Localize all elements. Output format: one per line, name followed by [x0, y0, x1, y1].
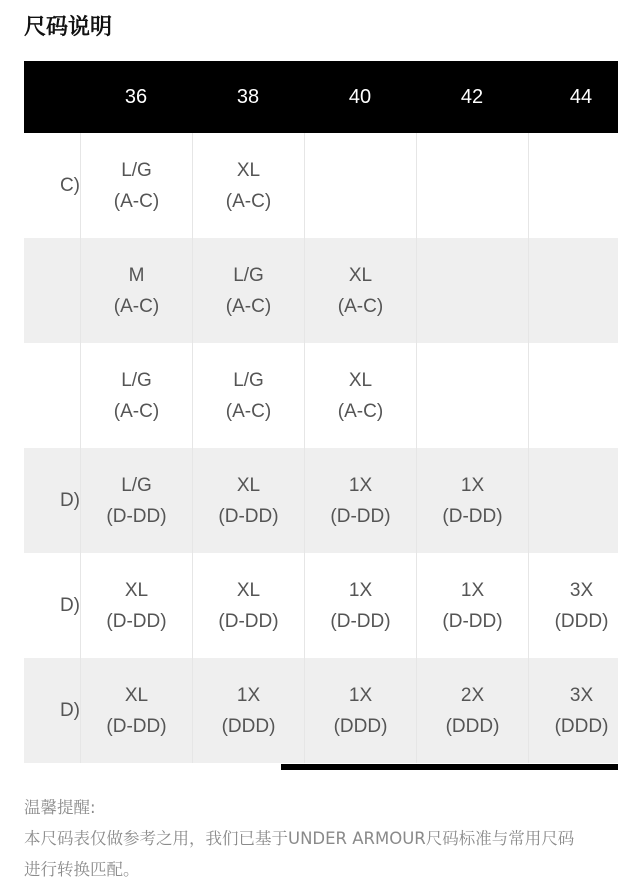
table-row [24, 658, 618, 763]
table-cell [24, 553, 80, 658]
table-row [24, 448, 618, 553]
cell-cup: (A-C) [225, 295, 272, 317]
cell-size: L/G [121, 159, 152, 181]
cell-cup: (D-DD) [442, 610, 503, 632]
cell-size: 1X [348, 579, 373, 601]
cell-cup: (A-C) [113, 190, 160, 212]
table-cell [192, 553, 304, 658]
cell-size: 1X [348, 684, 373, 706]
cell-size: M [128, 264, 145, 286]
table-cell [416, 238, 528, 343]
table-cell [192, 448, 304, 553]
table-cell [192, 238, 304, 343]
table-cell [528, 658, 618, 763]
cell-size: XL [348, 264, 373, 286]
cell-cup: (A-C) [113, 400, 160, 422]
cell-cup: (A-C) [337, 295, 384, 317]
table-row [24, 343, 618, 448]
cell-size: 3X [569, 684, 594, 706]
table-cell [528, 133, 618, 238]
header-cell: 36 [124, 85, 148, 108]
cell-size: 1X [460, 474, 485, 496]
table-cell [24, 343, 80, 448]
cell-size: XL [236, 579, 261, 601]
header-cell: 44 [569, 85, 593, 108]
table-cell [24, 658, 80, 763]
cell-cup: (A-C) [337, 400, 384, 422]
header-cell [24, 61, 80, 133]
cell-cup: (D-DD) [106, 505, 167, 527]
cell-cup: (D-DD) [330, 610, 391, 632]
cell-cup: C) [59, 175, 80, 196]
table-cell [528, 238, 618, 343]
page-title: 尺码说明 [24, 15, 113, 40]
cell-cup: (DDD) [445, 715, 500, 737]
cell-cup: (DDD) [554, 610, 609, 632]
cell-cup: (D-DD) [106, 610, 167, 632]
cell-cup: (A-C) [225, 400, 272, 422]
table-cell [304, 133, 416, 238]
cell-size: XL [124, 579, 149, 601]
table-cell [192, 658, 304, 763]
table-cell [304, 343, 416, 448]
table-cell [304, 238, 416, 343]
reminder-heading: 温馨提醒: [24, 798, 96, 817]
cell-size: XL [348, 369, 373, 391]
table-cell [24, 448, 80, 553]
cell-size: XL [124, 684, 149, 706]
table-cell [416, 133, 528, 238]
table-cell [80, 448, 192, 553]
cell-cup: (A-C) [225, 190, 272, 212]
cell-size: 1X [236, 684, 261, 706]
table-cell [80, 238, 192, 343]
size-table[interactable] [24, 61, 618, 768]
table-header-row [24, 61, 618, 133]
cell-cup: (D-DD) [218, 505, 279, 527]
table-cell [24, 133, 80, 238]
header-cell: 38 [236, 85, 260, 108]
cell-cup: (D-DD) [442, 505, 503, 527]
cell-cup: (DDD) [333, 715, 388, 737]
header-cell: 40 [348, 85, 372, 108]
cell-cup: (A-C) [113, 295, 160, 317]
cell-size: L/G [233, 264, 264, 286]
reminder-line-1: 本尺码表仅做参考之用，我们已基于UNDER ARMOUR尺码标准与常用尺码 [24, 829, 575, 848]
cell-cup: D) [59, 490, 80, 511]
cell-size: XL [236, 474, 261, 496]
reminder-line-2: 进行转换匹配。 [24, 860, 140, 879]
cell-size: 1X [460, 579, 485, 601]
table-cell [304, 553, 416, 658]
size-table-content [24, 61, 618, 763]
table-cell [192, 343, 304, 448]
cell-size: 1X [348, 474, 373, 496]
table-cell [80, 133, 192, 238]
cell-cup: D) [59, 700, 80, 721]
table-cell [416, 658, 528, 763]
cell-size: 2X [460, 684, 485, 706]
cell-size: 3X [569, 579, 594, 601]
table-cell [304, 658, 416, 763]
table-cell [528, 343, 618, 448]
cell-cup: (DDD) [221, 715, 276, 737]
table-cell [416, 553, 528, 658]
table-cell [80, 658, 192, 763]
cell-size: L/G [233, 369, 264, 391]
table-cell [416, 448, 528, 553]
table-row [24, 133, 618, 238]
reminder-note [24, 792, 624, 885]
table-cell [528, 553, 618, 658]
cell-size: L/G [121, 474, 152, 496]
table-cell [416, 343, 528, 448]
cell-cup: (D-DD) [106, 715, 167, 737]
table-cell [304, 448, 416, 553]
table-cell [80, 343, 192, 448]
cell-cup: D) [59, 595, 80, 616]
scroll-indicator[interactable] [281, 764, 618, 770]
table-cell [528, 448, 618, 553]
cell-size: XL [236, 159, 261, 181]
table-cell [80, 553, 192, 658]
table-cell [24, 238, 80, 343]
cell-cup: (D-DD) [330, 505, 391, 527]
header-cell: 42 [460, 85, 484, 108]
cell-size: L/G [121, 369, 152, 391]
table-row [24, 238, 618, 343]
table-cell [192, 133, 304, 238]
cell-cup: (D-DD) [218, 610, 279, 632]
cell-cup: (DDD) [554, 715, 609, 737]
table-row [24, 553, 618, 658]
